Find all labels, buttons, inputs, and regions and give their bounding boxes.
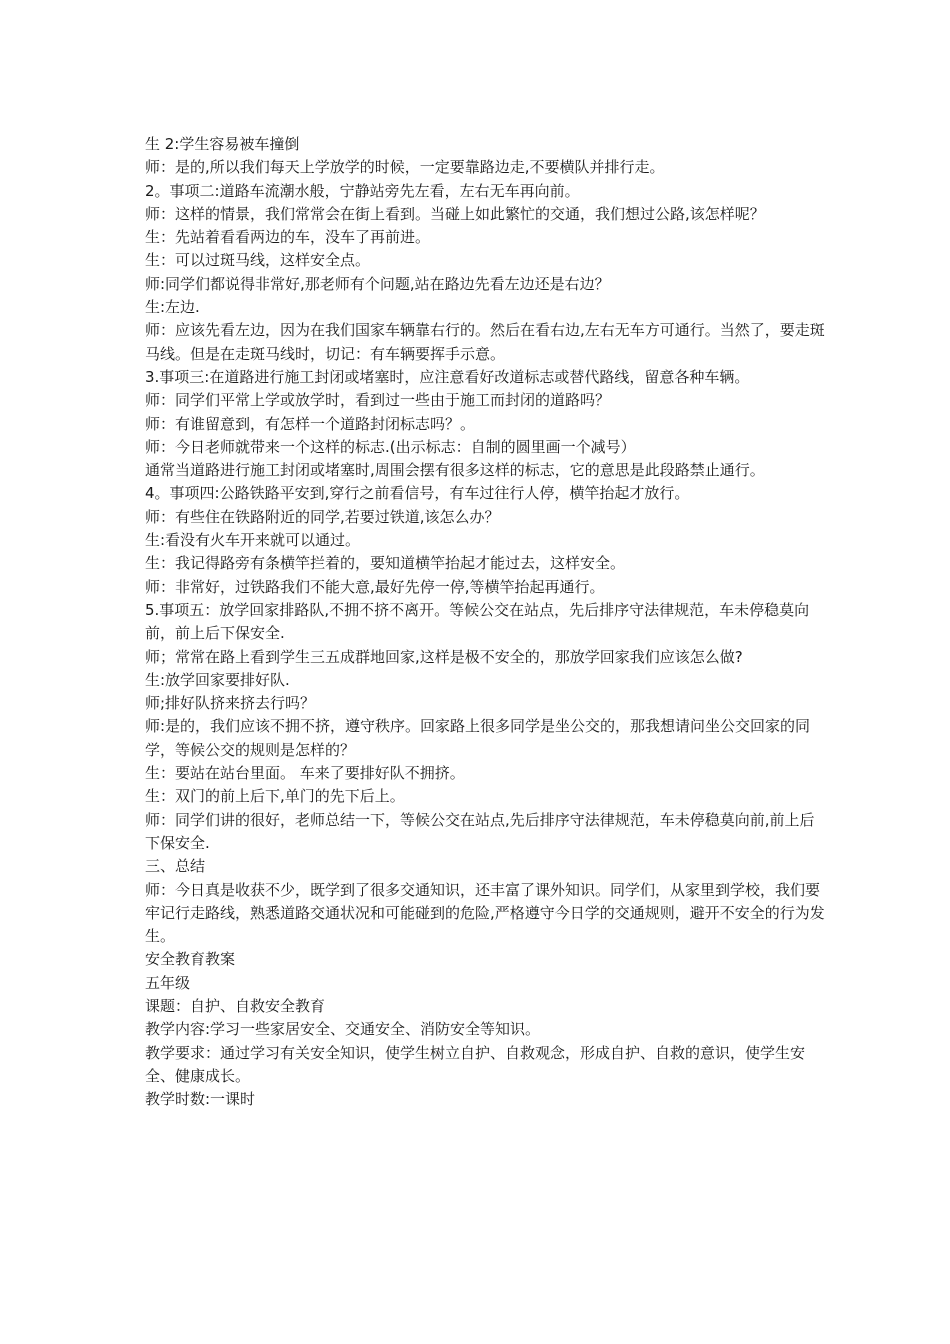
paragraph: 师：应该先看左边，因为在我们国家车辆靠右行的。然后在看右边,左右无车方可通行。当然了，要走斑马线。但是在走斑马线时，切记：有车辆要挥手示意。: [145, 321, 825, 363]
paragraph: 师：同学们平常上学或放学时，看到过一些由于施工而封闭的道路吗？: [145, 391, 611, 410]
paragraph: 师：今日老师就带来一个这样的标志.(出示标志：自制的圆里画一个减号）: [145, 437, 636, 456]
paragraph: 师；常常在路上看到学生三五成群地回家,这样是极不安全的，那放学回家我们应该怎么做?: [145, 647, 743, 666]
paragraph: 生：要站在站台里面。 车来了要排好队不拥挤。: [145, 764, 465, 783]
paragraph: 生:看没有火车开来就可以通过。: [145, 531, 361, 550]
paragraph: 师：有谁留意到，有怎样一个道路封闭标志吗？。: [145, 414, 476, 433]
document-body: [145, 133, 825, 1111]
paragraph: 师：是的,所以我们每天上学放学的时候，一定要靠路边走,不要横队并排行走。: [145, 158, 665, 177]
paragraph: 生：可以过斑马线，这样安全点。: [145, 251, 371, 270]
paragraph: 师:同学们都说得非常好,那老师有个问题,站在路边先看左边还是右边？: [145, 274, 610, 293]
grade-label: 五年级: [145, 973, 191, 992]
paragraph: 生:左边.: [145, 298, 200, 317]
paragraph: 教学时数:一课时: [145, 1090, 256, 1109]
paragraph: 通常当道路进行施工封闭或堵塞时,周围会摆有很多这样的标志，它的意思是此段路禁止通行。: [145, 461, 765, 480]
paragraph: 教学要求：通过学习有关安全知识，使学生树立自护、自救观念，形成自护、自救的意识，使学生安全、健康成长。: [145, 1043, 806, 1085]
paragraph: 师：非常好，过铁路我们不能大意,最好先停一停,等横竿抬起再通行。: [145, 577, 605, 596]
paragraph: 师：同学们讲的很好，老师总结一下，等候公交在站点,先后排序守法律规范，车未停稳莫向前,前上后下保安全.: [145, 810, 815, 852]
paragraph: 生：先站着看看两边的车，没车了再前进。: [145, 228, 431, 247]
paragraph: 生：我记得路旁有条横竿拦着的，要知道横竿抬起才能过去，这样安全。: [145, 554, 626, 573]
document-title: 安全教育教案: [145, 950, 236, 969]
paragraph: 2。事项二:道路车流潮水般，宁静站旁先左看，左右无车再向前。: [145, 181, 580, 200]
paragraph: 5.事项五：放学回家排路队,不拥不挤不离开。等候公交在站点，先后排序守法律规范，车未停稳莫向前，前上后下保安全.: [145, 600, 810, 643]
paragraph: 3.事项三:在道路进行施工封闭或堵塞时，应注意看好改道标志或替代路线，留意各种车辆。: [145, 367, 750, 386]
paragraph: 师;排好队挤来挤去行吗？: [145, 694, 316, 713]
paragraph: 课题：自护、自救安全教育: [145, 996, 326, 1015]
paragraph: 师:是的，我们应该不拥不挤，遵守秩序。回家路上很多同学是坐公交的，那我想请问坐公交回家的同学，等候公交的规则是怎样的？: [145, 717, 811, 759]
paragraph: 4。事项四:公路铁路平安到,穿行之前看信号，有车过往行人停，横竿抬起才放行。: [145, 484, 690, 503]
paragraph: 生 2:学生容易被车撞倒: [145, 135, 300, 153]
paragraph: 师：今日真是收获不少，既学到了很多交通知识，还丰富了课外知识。同学们，从家里到学校，我们要牢记行走路线，熟悉道路交通状况和可能碰到的危险,严格遵守今日学的交通规则，避开不安全的行为发生。: [145, 880, 825, 946]
paragraph: 师：有些住在铁路附近的同学,若要过铁道,该怎么办？: [145, 507, 500, 526]
paragraph: 生：双门的前上后下,单门的先下后上。: [145, 787, 405, 806]
paragraph: 生:放学回家要排好队.: [145, 670, 290, 689]
section-heading: 三、总结: [145, 857, 206, 876]
paragraph: 教学内容:学习一些家居安全、交通安全、消防安全等知识。: [145, 1020, 541, 1039]
paragraph: 师：这样的情景，我们常常会在街上看到。当碰上如此繁忙的交通，我们想过公路,该怎样呢？: [145, 204, 765, 223]
